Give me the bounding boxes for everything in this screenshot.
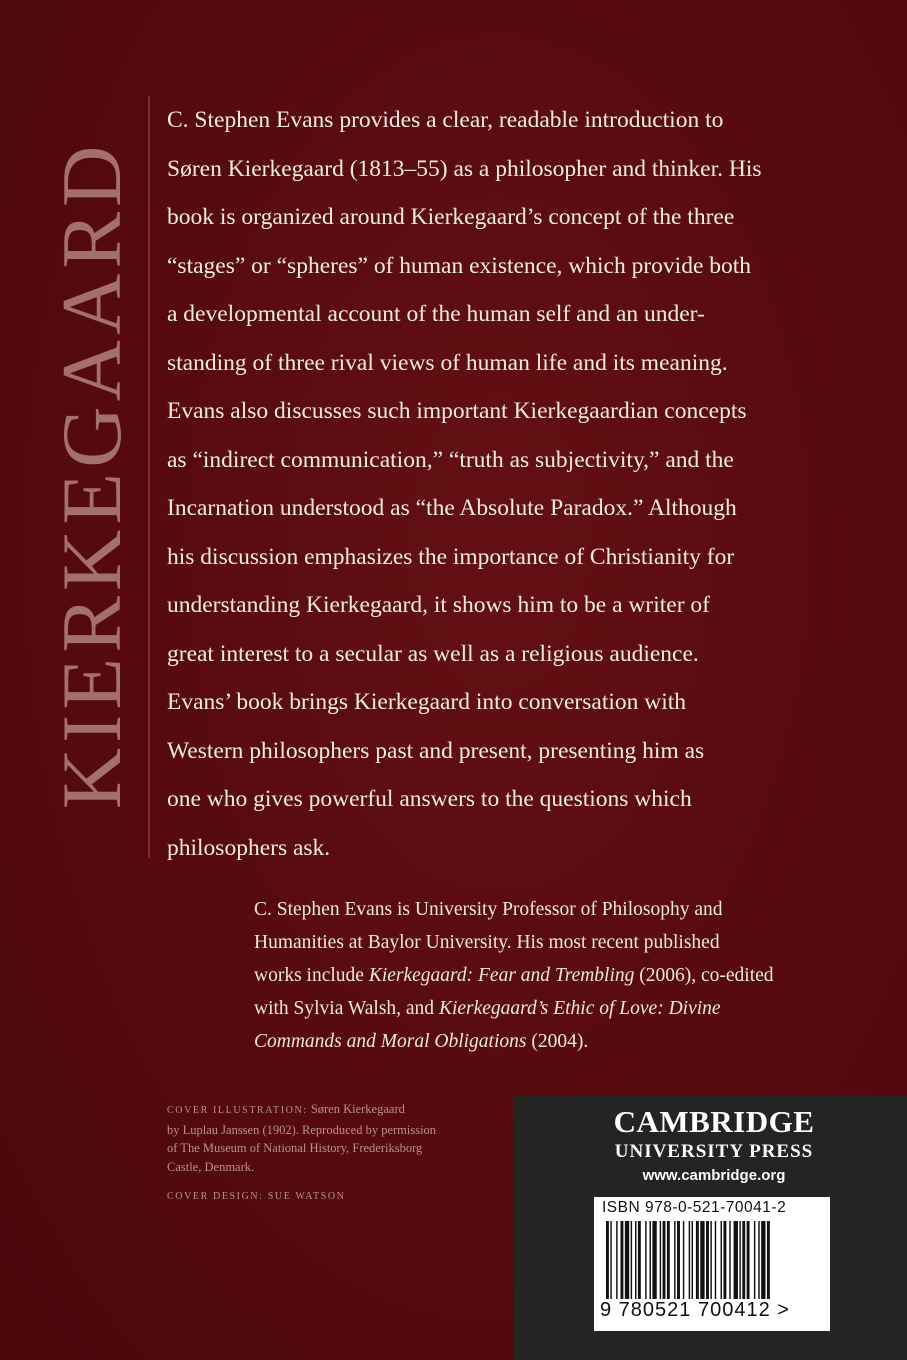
barcode-bar <box>689 1221 690 1299</box>
book-title: Kierkegaard: Fear and Trembling <box>368 965 635 986</box>
vertical-divider <box>148 96 150 858</box>
barcode-bar <box>739 1221 740 1299</box>
blurb-line: philosophers ask. <box>167 834 331 861</box>
bio-line: Humanities at Baylor University. His most recent published <box>254 932 720 953</box>
publisher-name: CAMBRIDGE <box>613 1104 815 1139</box>
barcode-bar <box>742 1221 745 1299</box>
barcode-bar <box>761 1221 765 1299</box>
cover-credits <box>167 1100 497 1207</box>
blurb-line: Incarnation understood as “the Absolute Paradox.” Although <box>167 495 737 521</box>
book-title: Kierkegaard’s Ethic of Love: Divine <box>438 998 721 1019</box>
barcode-bar <box>677 1221 680 1299</box>
blurb <box>167 96 867 872</box>
barcode-bar <box>667 1221 670 1299</box>
credit-label: COVER ILLUSTRATION: <box>167 1105 308 1116</box>
barcode-bar <box>631 1221 632 1299</box>
barcode-bar <box>700 1221 704 1299</box>
blurb-line: Evans’ book brings Kierkegaard into conversation with <box>167 689 687 715</box>
blurb-line: book is organized around Kierkegaard’s concept of the three <box>167 204 735 230</box>
bio-text: (2006), co-edited <box>634 965 774 986</box>
barcode-bar <box>683 1221 684 1299</box>
barcode-bar <box>721 1221 722 1299</box>
barcode-bar <box>767 1221 770 1299</box>
barcode-bar <box>635 1221 636 1299</box>
bio-line <box>254 1025 854 1058</box>
barcode-bar <box>663 1221 666 1299</box>
blurb-line: great interest to a secular as well as a religious audience. <box>167 640 699 667</box>
vertical-title-text: KIERKEGAARD <box>45 140 139 810</box>
illustration-credit <box>167 1100 497 1121</box>
bio-line: C. Stephen Evans is University Professor of Philosophy and <box>254 899 723 920</box>
barcode-panel <box>594 1197 830 1331</box>
barcode-bar <box>747 1221 750 1299</box>
blurb-line: understanding Kierkegaard, it shows him to be a writer of <box>167 592 710 618</box>
bio-line <box>254 992 854 1025</box>
barcode-bar <box>621 1221 624 1299</box>
barcode-bar <box>674 1221 675 1299</box>
design-credit-text: COVER DESIGN: SUE WATSON <box>167 1191 346 1202</box>
blurb-line: his discussion emphasizes the importance of Christianity for <box>167 543 735 570</box>
barcode-bar <box>650 1221 651 1299</box>
isbn-text: ISBN 978-0-521-70041-2 <box>602 1199 787 1216</box>
barcode-bar <box>638 1221 641 1299</box>
blurb-line: a developmental account of the human self and an under- <box>167 301 705 327</box>
blurb-line: C. Stephen Evans provides a clear, readable introduction to <box>167 107 724 133</box>
barcode-bar <box>625 1221 629 1299</box>
publisher-url: www.cambridge.org <box>642 1167 786 1184</box>
barcode-bar <box>729 1221 730 1299</box>
blurb-line: Western philosophers past and present, presenting him as <box>167 737 705 764</box>
credit-text: by Luplau Janssen (1902). Reproduced by permission <box>167 1122 437 1137</box>
barcode-bar <box>692 1221 693 1299</box>
barcode-bar <box>706 1221 709 1299</box>
publisher-subtitle: UNIVERSITY PRESS <box>614 1141 814 1162</box>
blurb-line: Evans also discusses such important Kierkegaardian concepts <box>167 398 747 424</box>
barcode-bar <box>710 1221 711 1299</box>
vertical-title <box>42 90 142 860</box>
barcode-bar <box>606 1221 609 1299</box>
bio-text: (2004). <box>526 1031 589 1052</box>
barcode-bar <box>696 1221 699 1299</box>
blurb-line: standing of three rival views of human life and its meaning. <box>167 349 728 376</box>
blurb-line: Søren Kierkegaard (1813–55) as a philosopher and thinker. His <box>167 155 762 182</box>
barcode-digits: 9 780521 700412 > <box>600 1299 790 1321</box>
blurb-line: one who gives powerful answers to the questions which <box>167 786 692 812</box>
barcode-bar <box>660 1221 661 1299</box>
barcode-bar <box>723 1221 726 1299</box>
barcode-bar <box>610 1221 611 1299</box>
barcode-bar <box>645 1221 646 1299</box>
barcode-bar <box>734 1221 738 1299</box>
credit-text: Castle, Denmark. <box>167 1159 255 1174</box>
credit-text: Søren Kierkegaard <box>307 1102 405 1116</box>
author-bio <box>254 893 854 1058</box>
book-title: Commands and Moral Obligations <box>254 1031 527 1052</box>
bio-text: works include <box>254 965 369 986</box>
credit-text: of The Museum of National History, Frederiksborg <box>167 1141 423 1155</box>
barcode-bar <box>758 1221 759 1299</box>
barcode-icon <box>606 1221 818 1299</box>
bio-line <box>254 959 854 992</box>
barcode-bar <box>652 1221 656 1299</box>
publisher-box <box>514 1095 907 1360</box>
design-credit <box>167 1186 497 1207</box>
blurb-line: “stages” or “spheres” of human existence, which provide both <box>167 252 752 279</box>
barcode-bar <box>616 1221 617 1299</box>
blurb-line: as “indirect communication,” “truth as subjectivity,” and the <box>167 446 734 473</box>
bio-text: with Sylvia Walsh, and <box>254 998 439 1019</box>
barcode-bar <box>754 1221 755 1299</box>
barcode-bar <box>715 1221 716 1299</box>
